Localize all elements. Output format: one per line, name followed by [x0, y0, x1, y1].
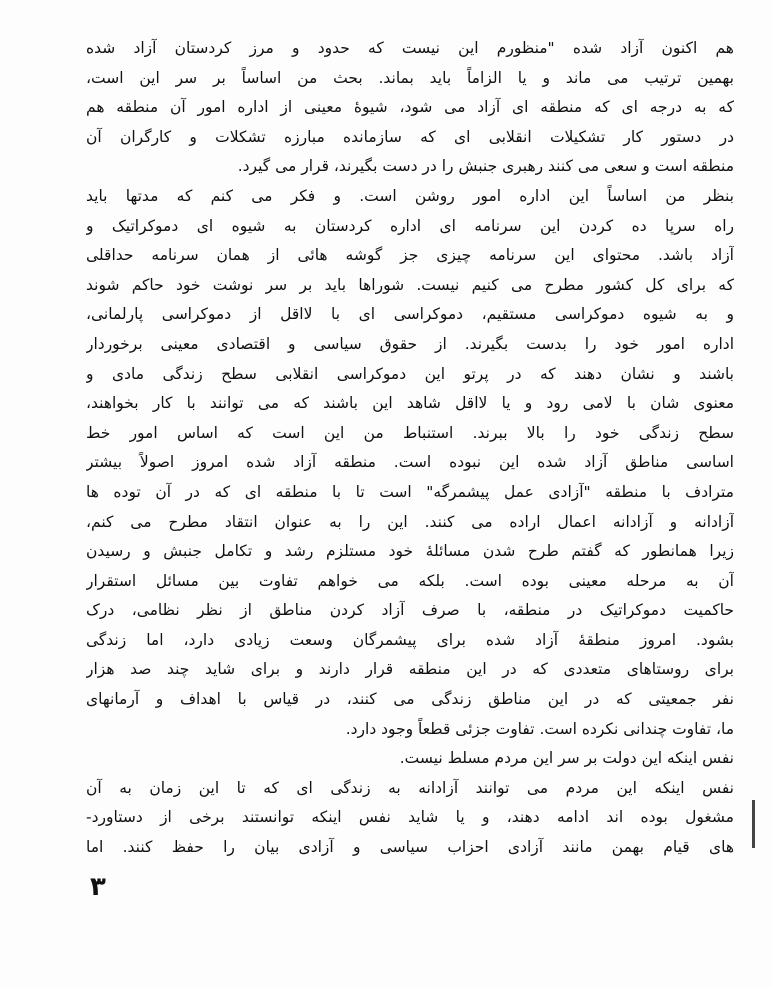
text-line: های قیام بهمن مانند آزادی احزاب سیاسی و آزادی بیان را حفظ کنند. اما: [86, 838, 734, 857]
body-text: [86, 34, 734, 863]
text-line: منطقه است و سعی می کنند رهبری جنبش را در دست بگیرند، قرار می گیرد.: [237, 157, 734, 176]
text-line: که به درجه ای که منطقه ای آزاد می شود، شیوهٔ معینی از اداره امور آن منطقه هم: [86, 98, 734, 117]
text-line: بنظر من اساساً این اداره امور روشن است. و فکر می کنم که مدتها باید: [86, 186, 734, 205]
margin-mark: [752, 800, 755, 848]
page-number: ۳: [90, 872, 106, 902]
text-line: حاکمیت دموکراتیک در منطقه، با صرف آزاد کردن مناطق از نظر نظامی، درک: [86, 601, 734, 620]
text-line: نفس اینکه این مردم می توانند آزادانه به زندگی ای که تا این زمان به آن: [86, 778, 734, 797]
text-line: مترادف با منطقه "آزادی عمل پیشمرگه" است تا با منطقه ای که در آن توده ها: [86, 482, 734, 501]
text-line: بشود. امروز منطقهٔ آزاد شده برای پیشمرگان وسعت زیادی دارد، اما زندگی: [86, 630, 734, 649]
text-line: آزاد باشد. محتوای این سرنامه چیزی جز گوشه هائی از همان سرنامه حداقلی: [86, 246, 734, 265]
text-line: آزادانه و آزادانه اعمال اراده می کنند. این را به عنوان انتقاد مطرح می کنم،: [86, 512, 734, 531]
text-line: معنوی شان با لامی رود و یا لااقل شاهد این باشند که می توانند با کار بخواهند،: [86, 394, 734, 413]
text-line: هم اکنون آزاد شده "منظورم این نیست که حدود و مرز کردستان آزاد شده: [86, 39, 734, 57]
text-line: زیرا همانطور که گفتم طرح شدن مسائلهٔ خود مستلزم رشد و تکامل جنبش و رسیدن: [86, 542, 734, 561]
text-line: راه سرپا ده کردن این سرنامه ای اداره کردستان به شیوه ای دموکراتیک و: [86, 216, 734, 235]
text-line: نفر جمعیتی که در این مناطق زندگی می کنند، در قیاس با اهداف و آرمانهای: [86, 690, 734, 709]
text-line: برای روستاهای متعددی که در این منطقه قرار دارند و برای شاید چند صد هزار: [86, 660, 734, 679]
text-line: مشغول بوده اند ادامه دهند، و یا شاید نفس اینکه توانستند برخی از دستاورد-: [86, 808, 734, 827]
text-line: نفس اینکه این دولت بر سر این مردم مسلط نیست.: [399, 749, 734, 768]
text-line: آن به مرحله معینی بوده است. بلکه می خواهم تفاوت بین مسائل استقرار: [86, 571, 734, 590]
text-line: که برای کل کشور مطرح می کنیم نیست. شوراها باید بر سر نوشت خود حاکم شوند: [86, 275, 734, 294]
text-line: اساسی مناطق آزاد شده این نبوده است. منطقه آزاد شده امروز اصولاً بیشتر: [86, 453, 734, 472]
text-line: ما، تفاوت چندانی نکرده است. تفاوت جزئی قطعاً وجود دارد.: [345, 719, 734, 738]
text-line: سطح زندگی خود را بالا ببرند. استنباط من این است که اساس امور خط: [86, 423, 734, 442]
text-line: و به شیوه دموکراسی مستقیم، دموکراسی ای با لااقل از دموکراسی پارلمانی،: [86, 305, 734, 324]
text-line: اداره امور خود را بدست بگیرند. از حقوق سیاسی و اقتصادی معینی برخوردار: [86, 334, 734, 353]
text-line: بهمین ترتیب می ماند و یا الزاماً باید بماند. بحث من اساساً بر سر این است،: [86, 68, 734, 87]
text-line: باشند و نشان دهند که در پرتو این دموکراسی انقلابی سطح زندگی مادی و: [86, 364, 734, 383]
text-line: در دستور کار تشکیلات انقلابی ای که سازمانده مبارزه تشکلات و کارگران آن: [86, 127, 734, 146]
